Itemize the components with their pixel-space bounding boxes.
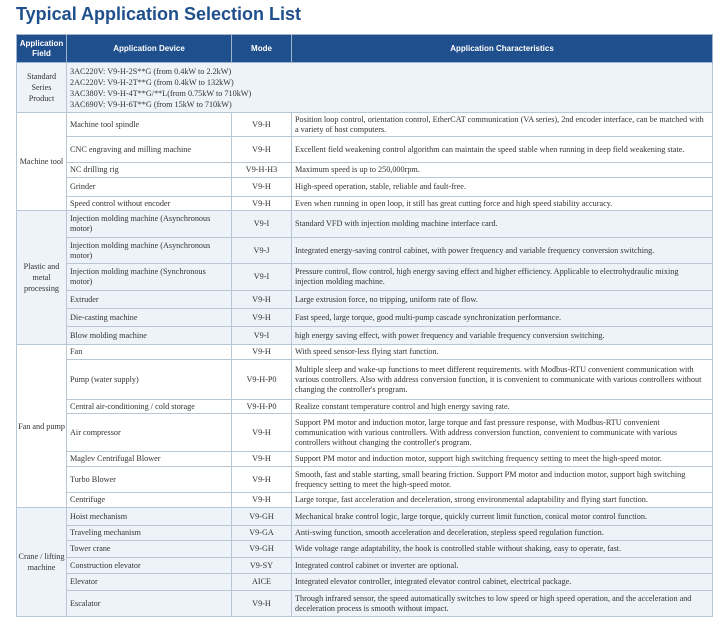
- mode-cell: AICE: [232, 574, 292, 591]
- characteristics-cell: Multiple sleep and wake-up functions to meet different requirements. with Modbus-RTU convenient communication with various controllers. Also with address conversion function, it is convenient to communicate with various controllers without changing the controller's program.: [292, 360, 713, 400]
- characteristics-cell: high energy saving effect, with power frequency and variable frequency conversion switching.: [292, 327, 713, 345]
- mode-cell: V9-H-H3: [232, 163, 292, 178]
- characteristics-cell: Support PM motor and induction motor, large torque and fast pressure response, with Modbus-RTU convenient communication with various controllers. With address conversion function, convenient to communicate with various controllers without changing the controller's program.: [292, 414, 713, 452]
- table-row: [17, 526, 713, 541]
- mode-cell: V9-SY: [232, 558, 292, 574]
- characteristics-cell: Fast speed, large torque, good multi-pump cascade synchronization performance.: [292, 309, 713, 327]
- page-title: Typical Application Selection List: [16, 4, 302, 24]
- characteristics-cell: Smooth, fast and stable starting, small bearing friction. Support PM motor and induction motor, support high switching frequency setting to meet the high-speed motor.: [292, 467, 713, 493]
- mode-cell: V9-GA: [232, 526, 292, 541]
- mode-cell: V9-GH: [232, 508, 292, 526]
- device-cell: Hoist mechanism: [67, 508, 232, 526]
- device-cell: Injection molding machine (Asynchronous motor): [67, 211, 232, 238]
- device-cell: Escalator: [67, 591, 232, 617]
- mode-cell: V9-H: [232, 591, 292, 617]
- field-crane-lifting-machine: Crane / lifting machine: [17, 508, 67, 617]
- table-row: [17, 309, 713, 327]
- standard-series-line: 3AC380V: V9-H-4T**G/**L(from 0.75kW to 710kW): [70, 88, 252, 98]
- table-header-row: [17, 35, 713, 63]
- table-row: [17, 163, 713, 178]
- mode-cell: V9-I: [232, 327, 292, 345]
- table-row: [17, 452, 713, 467]
- application-selection-table: [16, 34, 713, 617]
- device-cell: Central air-conditioning / cold storage: [67, 400, 232, 414]
- device-cell: Injection molding machine (Asynchronous motor): [67, 238, 232, 264]
- mode-cell: V9-H: [232, 467, 292, 493]
- table-row: [17, 197, 713, 211]
- characteristics-cell: Integrated elevator controller, integrated elevator control cabinet, electrical package.: [292, 574, 713, 591]
- device-cell: Construction elevator: [67, 558, 232, 574]
- mode-cell: V9-H: [232, 113, 292, 137]
- characteristics-cell: Support PM motor and induction motor, support high switching frequency setting to meet the high-speed motor.: [292, 452, 713, 467]
- mode-cell: V9-I: [232, 211, 292, 238]
- standard-series-models: [67, 63, 713, 113]
- mode-cell: V9-H: [232, 345, 292, 360]
- field-fan-and-pump: Fan and pump: [17, 345, 67, 508]
- table-row: [17, 493, 713, 508]
- characteristics-cell: Position loop control, orientation control, EtherCAT communication (VA series), 2nd encoder interface, can be matched with a variety of host computers.: [292, 113, 713, 137]
- device-cell: Elevator: [67, 574, 232, 591]
- mode-cell: V9-H: [232, 309, 292, 327]
- table-row: [17, 467, 713, 493]
- characteristics-cell: Even when running in open loop, it still has great cutting force and high speed stability accuracy.: [292, 197, 713, 211]
- mode-cell: V9-GH: [232, 541, 292, 558]
- device-cell: Grinder: [67, 178, 232, 197]
- device-cell: Blow molding machine: [67, 327, 232, 345]
- mode-cell: V9-H-P0: [232, 360, 292, 400]
- field-plastic-metal-processing: Plastic and metal processing: [17, 211, 67, 345]
- table-row: [17, 558, 713, 574]
- standard-series-field: Standard Series Product: [17, 63, 67, 113]
- device-cell: Air compressor: [67, 414, 232, 452]
- table-row: [17, 360, 713, 400]
- characteristics-cell: Large torque, fast acceleration and deceleration, strong environmental adaptability and flying start function.: [292, 493, 713, 508]
- header-application-field: Application Field: [17, 35, 67, 63]
- mode-cell: V9-H-P0: [232, 400, 292, 414]
- standard-series-row: [17, 63, 713, 113]
- characteristics-cell: Integrated energy-saving control cabinet, with power frequency and variable frequency conversion switching.: [292, 238, 713, 264]
- device-cell: Injection molding machine (Synchronous motor): [67, 264, 232, 291]
- table-row: [17, 113, 713, 137]
- characteristics-cell: Pressure control, flow control, high energy saving effect and higher efficiency. Applicable to electrohydraulic mixing injection molding machine.: [292, 264, 713, 291]
- table-row: [17, 211, 713, 238]
- table-row: [17, 414, 713, 452]
- device-cell: Traveling mechanism: [67, 526, 232, 541]
- header-application-device: Application Device: [67, 35, 232, 63]
- standard-series-line: 3AC220V: V9-H-2S**G (from 0.4kW to 2.2kW): [70, 66, 232, 76]
- device-cell: CNC engraving and milling machine: [67, 137, 232, 163]
- mode-cell: V9-H: [232, 291, 292, 309]
- device-cell: Extruder: [67, 291, 232, 309]
- table-row: [17, 238, 713, 264]
- table-row: [17, 508, 713, 526]
- device-cell: Tower crane: [67, 541, 232, 558]
- characteristics-cell: Anti-swing function, smooth acceleration and deceleration, stepless speed regulation function.: [292, 526, 713, 541]
- mode-cell: V9-J: [232, 238, 292, 264]
- device-cell: Speed control without encoder: [67, 197, 232, 211]
- device-cell: NC drilling rig: [67, 163, 232, 178]
- mode-cell: V9-I: [232, 264, 292, 291]
- characteristics-cell: Through infrared sensor, the speed automatically switches to low speed or high speed operation, and the acceleration and deceleration process is smooth without impact.: [292, 591, 713, 617]
- mode-cell: V9-H: [232, 137, 292, 163]
- characteristics-cell: Maximum speed is up to 250,000rpm.: [292, 163, 713, 178]
- field-machine-tool: Machine tool: [17, 113, 67, 211]
- characteristics-cell: Wide voltage range adaptability, the hook is controlled stable without shaking, easy to operate, fast.: [292, 541, 713, 558]
- device-cell: Maglev Centrifugal Blower: [67, 452, 232, 467]
- table-row: [17, 591, 713, 617]
- mode-cell: V9-H: [232, 197, 292, 211]
- characteristics-cell: Realize constant temperature control and high energy saving rate.: [292, 400, 713, 414]
- table-row: [17, 541, 713, 558]
- device-cell: Die-casting machine: [67, 309, 232, 327]
- device-cell: Turbo Blower: [67, 467, 232, 493]
- standard-series-line: 2AC220V: V9-H-2T**G (from 0.4kW to 132kW): [70, 77, 234, 87]
- table-row: [17, 137, 713, 163]
- standard-series-line: 3AC690V: V9-H-6T**G (from 15kW to 710kW): [70, 99, 232, 109]
- characteristics-cell: Excellent field weakening control algorithm can maintain the speed stable when running in deep field weakening state.: [292, 137, 713, 163]
- characteristics-cell: Large extrusion force, no tripping, uniform rate of flow.: [292, 291, 713, 309]
- mode-cell: V9-H: [232, 452, 292, 467]
- characteristics-cell: With speed sensor-less flying start function.: [292, 345, 713, 360]
- table-row: [17, 291, 713, 309]
- table-row: [17, 264, 713, 291]
- mode-cell: V9-H: [232, 414, 292, 452]
- table-row: [17, 178, 713, 197]
- device-cell: Pump (water supply): [67, 360, 232, 400]
- mode-cell: V9-H: [232, 178, 292, 197]
- device-cell: Centrifuge: [67, 493, 232, 508]
- table-row: [17, 345, 713, 360]
- device-cell: Machine tool spindle: [67, 113, 232, 137]
- characteristics-cell: Integrated control cabinet or inverter are optional.: [292, 558, 713, 574]
- table-row: [17, 574, 713, 591]
- header-mode: Mode: [232, 35, 292, 63]
- characteristics-cell: High-speed operation, stable, reliable and fault-free.: [292, 178, 713, 197]
- characteristics-cell: Mechanical brake control logic, large torque, quickly current limit function, conical motor control function.: [292, 508, 713, 526]
- device-cell: Fan: [67, 345, 232, 360]
- table-row: [17, 400, 713, 414]
- characteristics-cell: Standard VFD with injection molding machine interface card.: [292, 211, 713, 238]
- table-row: [17, 327, 713, 345]
- header-application-characteristics: Application Characteristics: [292, 35, 713, 63]
- mode-cell: V9-H: [232, 493, 292, 508]
